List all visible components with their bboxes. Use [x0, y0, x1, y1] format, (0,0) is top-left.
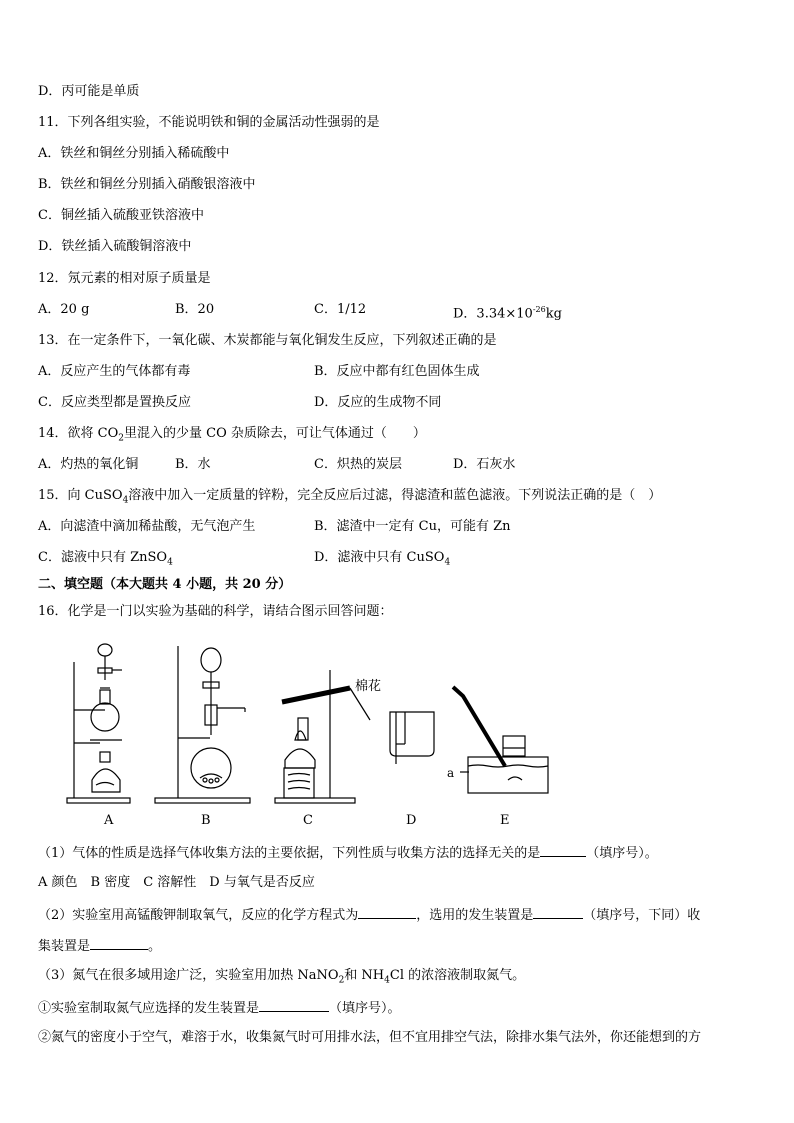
figure-label-cotton: 棉花 — [355, 679, 382, 694]
q11-option-a: A．铁丝和铜丝分别插入稀硫酸中 — [38, 146, 230, 161]
q16-part1-options: A 颜色 B 密度 C 溶解性 D 与氧气是否反应 — [38, 875, 315, 890]
q13-stem: 13．在一定条件下，一氧化碳、木炭都能与氧化铜发生反应，下列叙述正确的是 — [38, 333, 497, 348]
q16-part1-blank[interactable] — [540, 844, 586, 857]
apparatus-d — [390, 712, 434, 764]
figure-label-B: B — [201, 813, 211, 828]
figure-label-A: A — [104, 813, 114, 828]
q14-option-b: B．水 — [175, 457, 211, 472]
q16-n2-generator-blank[interactable] — [259, 999, 329, 1012]
q16-part2-cont: 集装置是 。 — [38, 939, 162, 954]
apparatus-a — [67, 644, 130, 803]
figure-label-D: D — [406, 813, 417, 828]
figure-label-C: C — [303, 813, 313, 828]
q15-option-b: B．滤渣中一定有 Cu，可能有 Zn — [314, 519, 511, 534]
q16-collector-blank[interactable] — [90, 937, 148, 950]
q16-generator-blank[interactable] — [533, 906, 583, 919]
q15-option-a: A．向滤渣中滴加稀盐酸，无气泡产生 — [38, 519, 256, 534]
q12-stem: 12．氖元素的相对原子质量是 — [38, 271, 211, 286]
q16-part3-1: ①实验室制取氮气应选择的发生装置是 （填序号）。 — [38, 1001, 401, 1016]
q13-option-a: A．反应产生的气体都有毒 — [38, 364, 191, 379]
q15-option-d: D．滤液中只有 CuSO$_4$ — [314, 550, 451, 568]
q16-stem: 16．化学是一门以实验为基础的科学，请结合图示回答问题： — [38, 604, 393, 619]
q10-option-d: D．丙可能是单质 — [38, 84, 140, 99]
q16-equation-blank[interactable] — [358, 906, 416, 919]
q14-option-d: D．石灰水 — [453, 457, 516, 472]
q11-stem: 11．下列各组实验，不能说明铁和铜的金属活动性强弱的是 — [38, 115, 380, 130]
figure-label-E: E — [500, 813, 510, 828]
q15-stem: 15．向 CuSO$_4$溶液中加入一定质量的锌粉，完全反应后过滤，得滤渣和蓝色滤液。下列说法正确的是（ ） — [38, 488, 662, 506]
q13-option-b: B．反应中都有红色固体生成 — [314, 364, 480, 379]
q13-option-c: C．反应类型都是置换反应 — [38, 395, 191, 410]
q12-option-d: D．$3.34\times 10^{-26}kg$ — [453, 305, 562, 322]
q13-option-d: D．反应的生成物不同 — [314, 395, 442, 410]
q12-option-a: A．20 g — [38, 302, 90, 317]
section-title-fill-in: 二、填空题（本大题共 4 小题，共 20 分） — [38, 577, 292, 592]
apparatus-b — [155, 646, 250, 803]
q16-part1: （1）气体的性质是选择气体收集方法的主要依据，下列性质与收集方法的选择无关的是 （填序号）。 — [38, 846, 658, 861]
q11-option-d: D．铁丝插入硫酸铜溶液中 — [38, 239, 192, 254]
q11-option-b: B．铁丝和铜丝分别插入硝酸银溶液中 — [38, 177, 256, 192]
q12-option-c: C．1/12 — [314, 302, 367, 317]
figure-label-a: a — [447, 766, 455, 780]
q15-option-c: C．滤液中只有 ZnSO$_4$ — [38, 550, 173, 568]
q14-option-a: A．灼热的氧化铜 — [38, 457, 139, 472]
q11-option-c: C．铜丝插入硫酸亚铁溶液中 — [38, 208, 204, 223]
q16-part3: （3）氮气在很多域用途广泛，实验室用加热 NaNO$_2$和 $NH_4Cl$ 的浓溶液制取氮气。 — [38, 968, 526, 986]
q12-option-b: B．20 — [175, 302, 215, 317]
lab-apparatus-figure — [60, 640, 570, 810]
apparatus-e — [453, 687, 548, 793]
q16-part3-2: ②氮气的密度小于空气，难溶于水，收集氮气时可用排水法，但不宜用排空气法，除排水集气法外，你还能想到的方 — [38, 1030, 702, 1045]
q14-option-c: C．炽热的炭层 — [314, 457, 402, 472]
q16-part2: （2）实验室用高锰酸钾制取氧气，反应的化学方程式为 ，选用的发生装置是 （填序号，下同）收 — [38, 908, 701, 923]
q14-stem: 14．欲将 $CO_2$里混入的少量 CO 杂质除去，可让气体通过（ ） — [38, 426, 426, 444]
